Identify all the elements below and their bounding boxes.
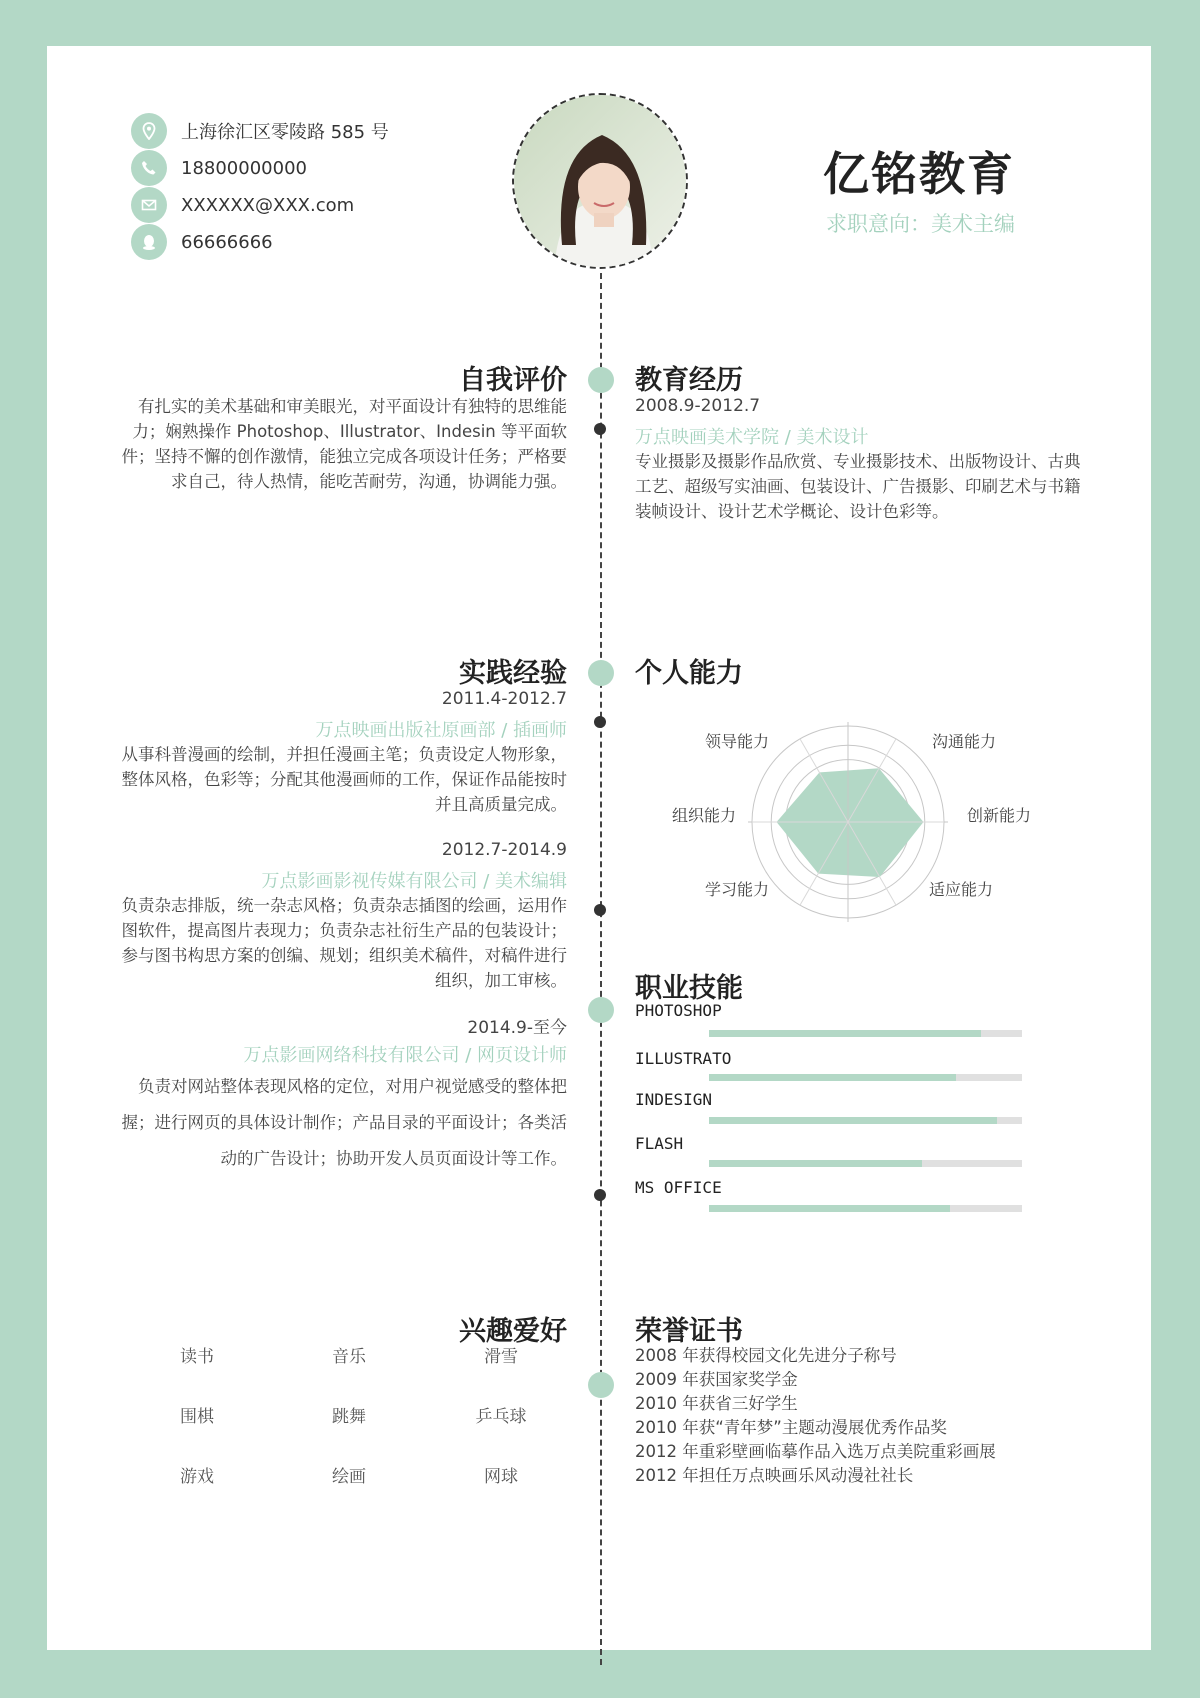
skill-label: INDESIGN [635,1090,713,1109]
honor-item: 2008 年获得校园文化先进分子称号 [635,1346,897,1365]
contact-email-text: XXXXXX@XXX.com [181,194,355,216]
timeline-dot [594,1189,606,1201]
contact-phone [131,150,307,186]
skill-bar [709,1074,1022,1081]
radar-label-learning: 学习能力 [705,880,770,899]
hobby-item: 绘画 [332,1467,366,1487]
hobby-item: 滑雪 [484,1347,518,1367]
hobby-item: 游戏 [180,1467,214,1487]
skill-label: ILLUSTRATO [635,1049,732,1068]
timeline-node [588,367,614,393]
timeline-node [588,997,614,1023]
location-icon [131,113,167,149]
radar-label-organization: 组织能力 [672,806,737,825]
education-school: 万点映画美术学院 / 美术设计 [635,427,869,448]
education-text: 专业摄影及摄影作品欣赏、专业摄影技术、出版物设计、古典 工艺、超级写实油画、包装设计、广告摄影、印刷艺术与书籍 装帧设计、设计艺术学概论、设计色彩等。 [635,452,1081,521]
practice-desc: 负责对网站整体表现风格的定位，对用户视觉感受的整体把 握；进行网页的具体设计制作；产品目录的平面设计；各类活 动的广告设计；协助开发人员页面设计等工作。 [121,1077,567,1168]
education-title: 教育经历 [635,365,743,396]
radar-label-innovation: 创新能力 [967,806,1032,825]
hobbies-title: 兴趣爱好 [459,1316,567,1347]
honor-item: 2010 年获“青年梦”主题动漫展优秀作品奖 [635,1418,947,1437]
radar-label-communication: 沟通能力 [932,732,997,751]
skill-bar [709,1205,1022,1212]
skills-title: 职业技能 [635,973,743,1004]
timeline-node [588,660,614,686]
contact-address-text: 上海徐汇区零陵路 585 号 [181,122,389,143]
timeline-node [588,1372,614,1398]
timeline-dot [594,716,606,728]
hobby-item: 跳舞 [332,1407,366,1427]
skill-label: FLASH [635,1134,684,1153]
job-intent: 求职意向：美术主编 [826,212,1015,236]
timeline-line [600,273,602,1665]
practice-desc: 负责杂志排版，统一杂志风格；负责杂志插图的绘画，运用作 图软件，提高图片表现力；负责杂志社衍生产品的包装设计； 参与图书构思方案的创编、规划；组织美术稿件，对稿件进行 组织，加工审核。 [121,896,567,990]
contact-qq-text: 66666666 [181,231,273,253]
honor-item: 2012 年重彩壁画临摹作品入选万点美院重彩画展 [635,1442,996,1461]
skill-label: MS OFFICE [635,1178,722,1197]
honor-item: 2010 年获省三好学生 [635,1394,798,1413]
phone-icon [131,150,167,186]
skill-bar [709,1030,1022,1037]
qq-icon [131,224,167,260]
hobby-item: 围棋 [180,1407,214,1427]
hobby-item: 音乐 [332,1347,366,1367]
contact-email [131,187,354,223]
practice-org: 万点映画出版社原画部 / 插画师 [315,720,567,741]
ability-title: 个人能力 [635,658,743,689]
practice-desc: 从事科普漫画的绘制，并担任漫画主笔；负责设定人物形象， 整体风格，色彩等；分配其他漫画师的工作，保证作品能按时 并且高质量完成。 [121,745,567,814]
timeline-dot [594,423,606,435]
radar-label-leadership: 领导能力 [705,732,770,751]
contact-phone-text: 18800000000 [181,157,307,179]
skill-bar [709,1160,1022,1167]
avatar [512,93,688,269]
skill-bar [709,1117,1022,1124]
resume-page [47,46,1151,1650]
self-eval-title: 自我评价 [459,365,567,396]
contact-address [131,113,389,149]
practice-org: 万点影画影视传媒有限公司 / 美术编辑 [261,871,567,892]
honor-item: 2012 年担任万点映画乐风动漫社社长 [635,1466,914,1485]
education-date: 2008.9-2012.7 [635,396,761,416]
radar-label-adaptability: 适应能力 [929,880,994,899]
practice-org: 万点影画网络科技有限公司 / 网页设计师 [243,1045,567,1066]
hobby-item: 读书 [180,1347,214,1367]
contact-qq [131,224,273,260]
hobby-item: 网球 [484,1467,518,1487]
practice-title: 实践经验 [459,658,567,689]
practice-date: 2012.7-2014.9 [441,840,567,860]
hobby-item: 乒乓球 [475,1407,527,1427]
honor-item: 2009 年获国家奖学金 [635,1370,798,1389]
practice-date: 2011.4-2012.7 [441,689,567,709]
self-eval-text: 有扎实的美术基础和审美眼光，对平面设计有独特的思维能 力；娴熟操作 Photoshop、Illustrator、Indesin 等平面软 件；坚持不懈的创作激情，能独立完成各项设计任务；严格要 求自己，待人热情，能吃苦耐劳，沟通，协调能力强。 [121,397,567,491]
timeline-dot [594,904,606,916]
practice-date: 2014.9-至今 [467,1018,567,1038]
honors-title: 荣誉证书 [635,1316,743,1347]
name-heading: 亿铭教育 [823,147,1015,201]
mail-icon [131,187,167,223]
skill-label: PHOTOSHOP [635,1001,722,1020]
radar-chart [742,716,954,928]
